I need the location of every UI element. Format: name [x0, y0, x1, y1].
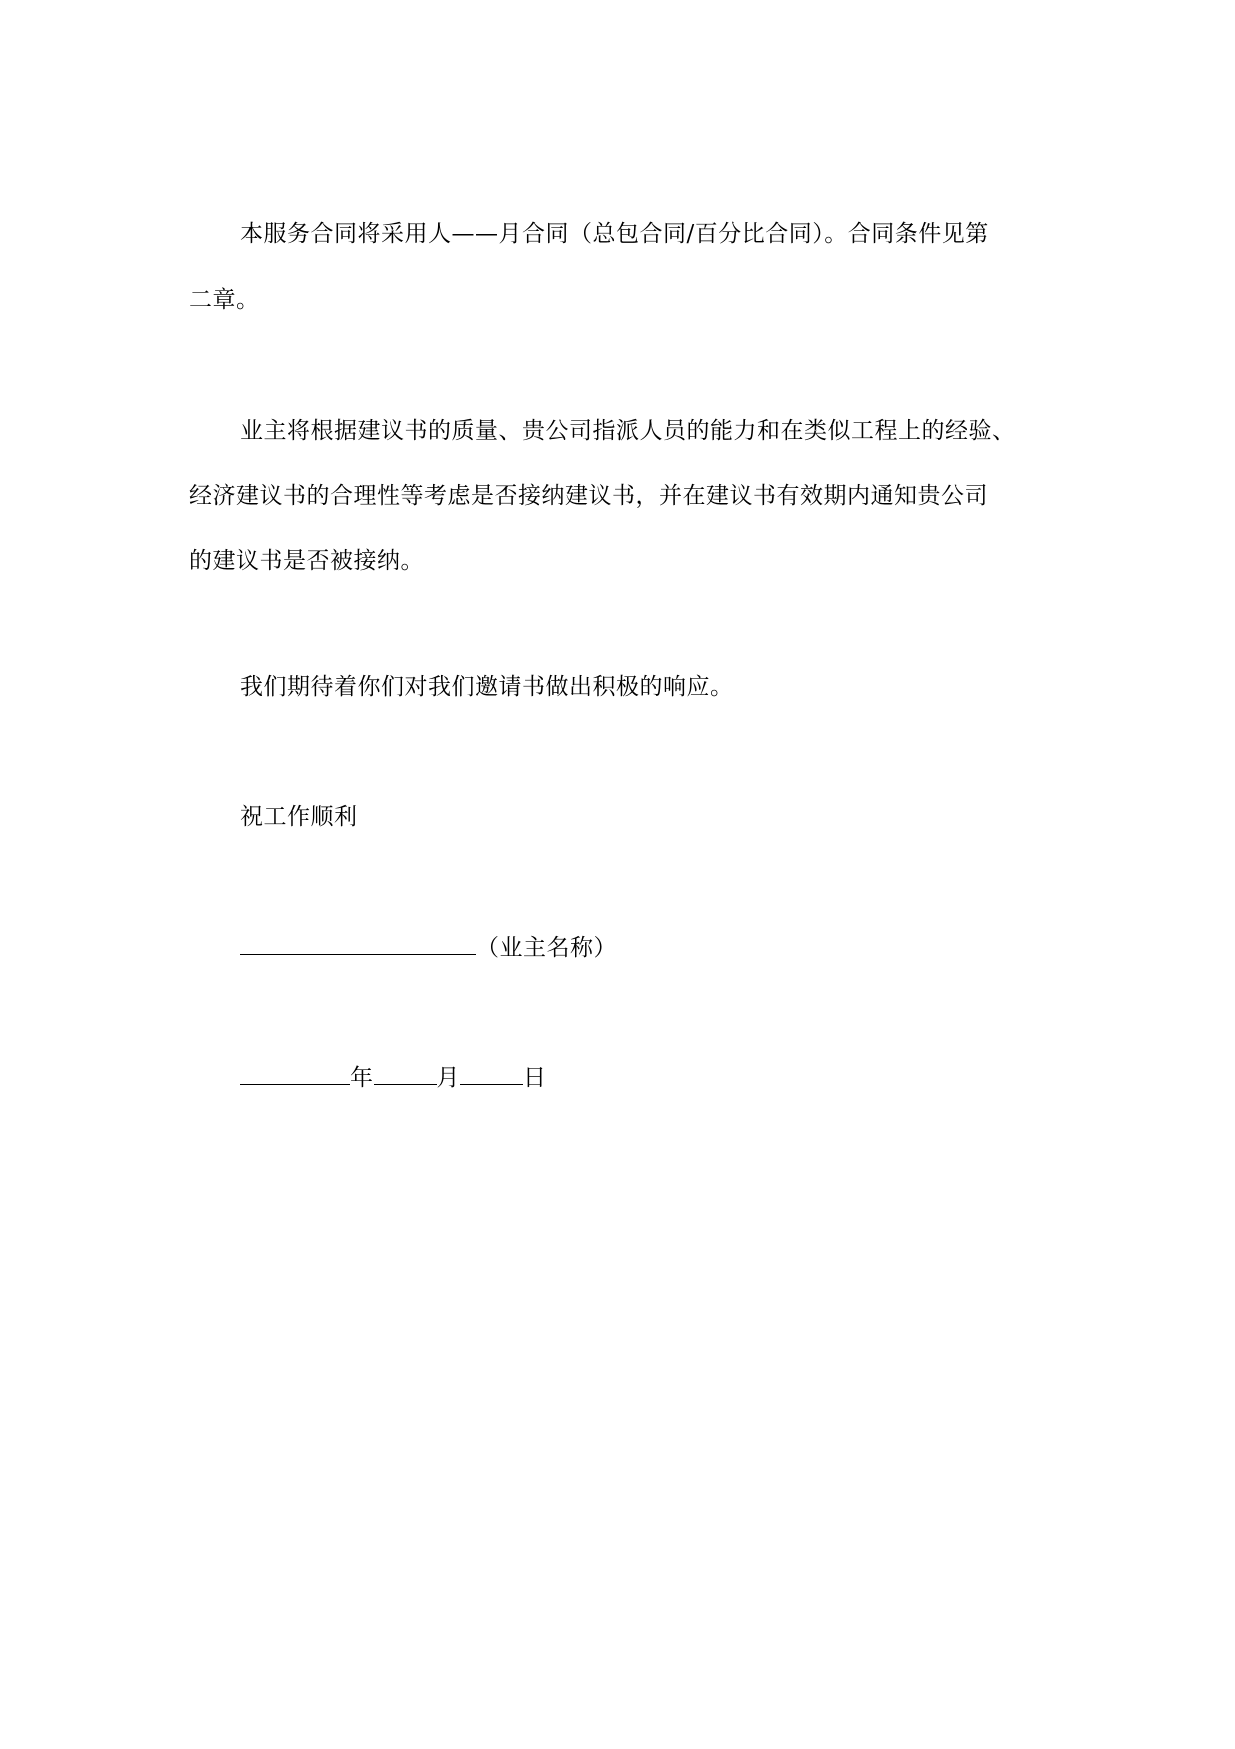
- owner-name-label: （业主名称）: [476, 935, 617, 961]
- owner-name-blank: [240, 932, 476, 955]
- month-blank: [374, 1062, 437, 1085]
- date-line: [240, 1062, 547, 1093]
- paragraph-1-line-2: 二章。: [189, 287, 260, 313]
- paragraph-2-line-2: 经济建议书的合理性等考虑是否接纳建议书，并在建议书有效期内通知贵公司: [189, 483, 988, 509]
- year-label: 年: [350, 1065, 374, 1091]
- owner-signature-line: [240, 932, 617, 963]
- closing-greeting: 祝工作顺利: [240, 804, 358, 830]
- paragraph-3: 我们期待着你们对我们邀请书做出积极的响应。: [240, 674, 734, 700]
- day-blank: [460, 1062, 523, 1085]
- month-label: 月: [436, 1065, 460, 1091]
- paragraph-1-line-1: 本服务合同将采用人——月合同（总包合同/百分比合同）。合同条件见第: [240, 221, 989, 247]
- paragraph-2-line-1: 业主将根据建议书的质量、贵公司指派人员的能力和在类似工程上的经验、: [240, 418, 1016, 444]
- day-label: 日: [523, 1065, 547, 1091]
- year-blank: [240, 1062, 350, 1085]
- paragraph-2-line-3: 的建议书是否被接纳。: [189, 548, 424, 574]
